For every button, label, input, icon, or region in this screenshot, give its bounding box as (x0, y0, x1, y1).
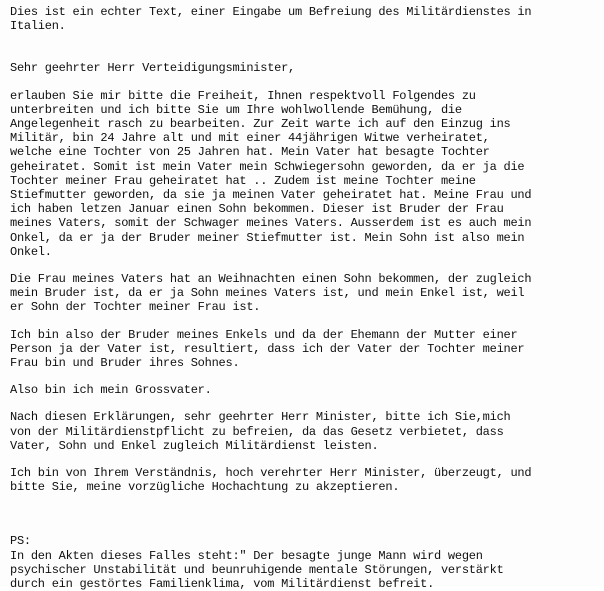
salutation (10, 61, 594, 75)
letter-body (10, 5, 594, 591)
postscript-line: psychischer Unstabilität und beunruhigende mentale Störungen, verstärkt (10, 562, 504, 577)
paragraph-5-line: von der Militärdienstpflicht zu befreien, da das Gesetz verbietet, dass (10, 424, 504, 439)
paragraph-2-line: mein Bruder ist, da er ja Sohn meines Vaters ist, und mein Enkel ist, weil (10, 286, 525, 301)
paragraph-1-line: ich haben letzen Januar einen Sohn bekommen. Dieser ist Bruder der Frau (10, 202, 504, 217)
paragraph-6 (10, 466, 594, 494)
paragraph-1-line: Tochter meiner Frau geheiratet hat .. Zudem ist meine Tochter meine (10, 173, 476, 188)
paragraph-3-line: Frau bin und Bruder ihres Sohnes. (10, 356, 240, 371)
intro-paragraph (10, 5, 594, 33)
paragraph-1 (10, 89, 594, 259)
paragraph-3 (10, 328, 594, 371)
postscript (10, 534, 594, 591)
paragraph-2-line: er Sohn der Tochter meiner Frau ist. (10, 300, 261, 315)
postscript-line: In den Akten dieses Falles steht:" Der besagte junge Mann wird wegen (10, 548, 483, 563)
postscript-line: durch ein gestörtes Familienklima, vom Militärdienst befreit. (10, 577, 435, 591)
postscript-line: PS: (10, 534, 31, 549)
paragraph-5-line: Vater, Sohn und Enkel zugleich Militärdienst leisten. (10, 438, 379, 453)
paragraph-3-line: Person ja der Vater ist, resultiert, dass ich der Vater der Tochter meiner (10, 341, 525, 356)
paragraph-1-line: Militär, bin 24 Jahre alt und mit einer 44jährigen Witwe verheiratet, (10, 131, 490, 146)
paragraph-1-line: Stiefmutter geworden, da sie ja meinen Vater geheiratet hat. Meine Frau und (10, 188, 532, 203)
paragraph-4-line: Also bin ich mein Grossvater. (10, 383, 212, 398)
paragraph-4 (10, 383, 594, 397)
salutation-line: Sehr geehrter Herr Verteidigungsminister, (10, 61, 295, 76)
intro-paragraph-line: Italien. (10, 19, 66, 34)
paragraph-1-line: Onkel, da er ja der Bruder meiner Stiefmutter ist. Mein Sohn ist also mein (10, 230, 525, 245)
intro-paragraph-line: Dies ist ein echter Text, einer Eingabe um Befreiung des Militärdienstes in (10, 5, 532, 19)
paragraph-1-line: unterbreiten und ich bitte Sie um Ihre wohlwollende Bemühung, die (10, 102, 462, 117)
paragraph-1-line: Angelegenheit rasch zu bearbeiten. Zur Zeit warte ich auf den Einzug ins (10, 117, 511, 132)
paragraph-3-line: Ich bin also der Bruder meines Enkels und da der Ehemann der Mutter einer (10, 327, 518, 342)
paragraph-1-line: meines Vaters, somit der Schwager meines Vaters. Ausserdem ist es auch mein (10, 216, 532, 231)
paragraph-5 (10, 410, 594, 453)
paragraph-6-line: bitte Sie, meine vorzügliche Hochachtung zu akzeptieren. (10, 480, 400, 495)
paragraph-1-line: geheiratet. Somit ist mein Vater mein Schwiegersohn geworden, da er ja die (10, 159, 525, 174)
paragraph-1-line: erlauben Sie mir bitte die Freiheit, Ihnen respektvoll Folgendes zu (10, 88, 476, 103)
paragraph-5-line: Nach diesen Erklärungen, sehr geehrter Herr Minister, bitte ich Sie,mich (10, 410, 511, 425)
paragraph-6-line: Ich bin von Ihrem Verständnis, hoch verehrter Herr Minister, überzeugt, und (10, 466, 532, 481)
paragraph-1-line: Onkel. (10, 244, 52, 259)
paragraph-2-line: Die Frau meines Vaters hat an Weihnachten einen Sohn bekommen, der zugleich (10, 272, 532, 287)
paragraph-2 (10, 272, 594, 315)
paragraph-1-line: welche eine Tochter von 25 Jahren hat. Mein Vater hat besagte Tochter (10, 145, 490, 160)
